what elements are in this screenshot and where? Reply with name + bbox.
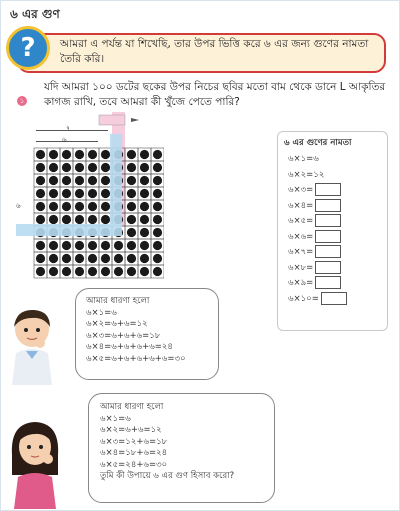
- grid-dot: [36, 150, 45, 159]
- table-expression: ৬×৭=: [288, 247, 314, 257]
- question-mark-icon: ?: [6, 26, 50, 70]
- table-expression: ৬×১০=: [288, 293, 319, 304]
- bubble-line: ৬×৩=৬+৬+৬=১৮: [86, 330, 161, 341]
- grid-dot: [36, 215, 45, 224]
- grid-dot: [62, 202, 71, 211]
- bubble-line: ৬×২=৬+৬=১২: [86, 319, 148, 329]
- bubble-line: ৬×৫=৬+৬+৬+৬+৬=৩০: [86, 353, 186, 364]
- l-paper-horizontal: [16, 224, 122, 236]
- grid-dot: [153, 150, 162, 159]
- grid-dot: [75, 189, 84, 198]
- grid-dot: [49, 241, 58, 250]
- grid-dot: [153, 267, 162, 276]
- grid-dot: [88, 254, 97, 263]
- grid-dot: [140, 202, 149, 211]
- grid-dot: [127, 267, 136, 276]
- grid-dot: [127, 163, 136, 172]
- grid-dot: [88, 163, 97, 172]
- hundred-dot-grid: [14, 112, 164, 292]
- grid-dot: [153, 215, 162, 224]
- table-expression: ৬×৮=: [288, 262, 314, 273]
- grid-dot: [49, 254, 58, 263]
- answer-blank-box[interactable]: [315, 276, 341, 289]
- l-paper-vertical: [110, 134, 122, 226]
- grid-dot: [153, 254, 162, 263]
- table-row: [288, 183, 341, 197]
- answer-blank-box[interactable]: [315, 183, 341, 196]
- grid-dot: [153, 228, 162, 237]
- grid-dot: [101, 267, 110, 276]
- bubble-line: তুমি কী উপায়ে ৬ এর গুণ হিসাব করো?: [100, 471, 235, 481]
- grid-dot: [101, 150, 110, 159]
- grid-dot: [49, 150, 58, 159]
- grid-dot: [127, 228, 136, 237]
- arrow-label-7: ৭: [66, 125, 71, 133]
- grid-dot: [49, 189, 58, 198]
- answer-blank-box[interactable]: [321, 292, 347, 305]
- grid-dot: [127, 202, 136, 211]
- grid-dot: [62, 215, 71, 224]
- table-row: [288, 276, 341, 290]
- table-expression: ৬×১=৬: [288, 154, 319, 164]
- grid-dot: [101, 241, 110, 250]
- grid-dot: [140, 254, 149, 263]
- grid-dot: [75, 176, 84, 185]
- grid-dot: [75, 215, 84, 224]
- grid-dot: [62, 241, 71, 250]
- grid-dot: [88, 267, 97, 276]
- grid-dot: [75, 267, 84, 276]
- table-expression: ৬×৫=: [288, 216, 314, 226]
- bubble-line: ৬×১=৬: [100, 413, 131, 424]
- answer-blank-box[interactable]: [315, 214, 341, 227]
- grid-dot: [127, 241, 136, 250]
- grid-dot: [36, 163, 45, 172]
- grid-dot: [140, 241, 149, 250]
- girl-illustration: [4, 415, 66, 509]
- grid-dot: [36, 202, 45, 211]
- pink-arrow-tab: [99, 115, 125, 125]
- table-row: [288, 292, 347, 306]
- table-expression: ৬×৩=: [288, 185, 314, 195]
- grid-dot: [62, 189, 71, 198]
- grid-dot: [88, 189, 97, 198]
- grid-dot: [101, 163, 110, 172]
- grid-dot: [36, 267, 45, 276]
- grid-dot: [49, 215, 58, 224]
- table-expression: ৬×৯=: [288, 278, 314, 288]
- table-expression: ৬×২=১২: [288, 169, 325, 180]
- grid-dot: [101, 202, 110, 211]
- grid-dot: [101, 254, 110, 263]
- grid-dot: [127, 150, 136, 159]
- table-expression: ৬×৬=: [288, 231, 314, 242]
- table-row: [288, 199, 341, 213]
- table-expression: ৬×৪=: [288, 200, 314, 211]
- grid-dot: [140, 267, 149, 276]
- grid-dot: [49, 202, 58, 211]
- grid-dot: [62, 267, 71, 276]
- table-row: [288, 152, 319, 166]
- answer-blank-box[interactable]: [315, 245, 341, 258]
- grid-dot: [127, 176, 136, 185]
- bubble-line: আমার ধারণা হলো: [86, 296, 150, 306]
- grid-dot: [114, 241, 123, 250]
- grid-dot: [88, 176, 97, 185]
- bubble-line: আমার ধারণা হলো: [100, 402, 164, 412]
- grid-dot: [36, 241, 45, 250]
- bubble-line: ৬×৫=২৪+৬=৩০: [100, 459, 168, 470]
- question-text: আমরা এ পর্যন্ত যা শিখেছি, তার উপর ভিত্তি করে ৬ এর জন্য গুণের নামতা তৈরি করি।: [60, 38, 369, 65]
- grid-dot: [101, 189, 110, 198]
- grid-dot: [153, 176, 162, 185]
- grid-dot: [62, 163, 71, 172]
- step-number-badge: ১: [17, 96, 27, 106]
- girl-bubble-text: [100, 402, 234, 483]
- grid-dot: [88, 150, 97, 159]
- step-intro-text: যদি আমরা ১০০ ডটের ছকের উপর নিচের ছবির মতো বাম থেকে ডানে L আকৃতির কাগজ রাখি, তবে আমরা কী খুঁজে পেতে পারি?: [44, 81, 386, 108]
- grid-dot: [153, 241, 162, 250]
- section-title: ৬ এর গুণ: [10, 7, 60, 21]
- grid-dot: [49, 163, 58, 172]
- grid-dot: [140, 150, 149, 159]
- grid-dot: [36, 189, 45, 198]
- table-row: [288, 230, 341, 244]
- grid-dot: [36, 254, 45, 263]
- answer-blank-box[interactable]: [315, 230, 341, 243]
- grid-dot: [88, 215, 97, 224]
- grid-dot: [127, 189, 136, 198]
- grid-dot: [140, 189, 149, 198]
- grid-dot: [62, 254, 71, 263]
- boy-illustration: [4, 305, 60, 385]
- grid-dot: [101, 215, 110, 224]
- grid-dot: [101, 176, 110, 185]
- right-arrow-icon: [131, 118, 139, 122]
- grid-dot: [153, 163, 162, 172]
- grid-dot: [88, 241, 97, 250]
- grid-dot: [62, 150, 71, 159]
- arrow-label-6-top: ৬: [62, 136, 67, 144]
- table-row: [288, 168, 324, 182]
- table-title: ৬ এর গুণের নামতা: [284, 138, 352, 148]
- grid-dot: [140, 163, 149, 172]
- grid-dot: [75, 150, 84, 159]
- table-row: [288, 245, 341, 259]
- grid-dot: [75, 254, 84, 263]
- table-row: [288, 261, 341, 275]
- grid-dot: [114, 267, 123, 276]
- grid-dot: [153, 189, 162, 198]
- bubble-line: ৬×৪=১৮+৬=২৪: [100, 448, 168, 458]
- grid-dot: [140, 176, 149, 185]
- grid-dot: [49, 176, 58, 185]
- grid-dot: [153, 202, 162, 211]
- grid-dot: [75, 163, 84, 172]
- answer-blank-box[interactable]: [315, 261, 341, 274]
- answer-blank-box[interactable]: [315, 199, 341, 212]
- grid-dot: [140, 215, 149, 224]
- bubble-line: ৬×৩=১২+৬=১৮: [100, 436, 168, 447]
- bubble-line: ৬×২=৬+৬=১২: [100, 425, 162, 435]
- grid-dot: [127, 215, 136, 224]
- grid-dot: [140, 228, 149, 237]
- bubble-line: ৬×৪=৬+৬+৬+৬=২৪: [86, 342, 173, 352]
- boy-bubble-text: [86, 296, 186, 365]
- grid-dot: [62, 176, 71, 185]
- grid-dot: [49, 267, 58, 276]
- grid-dot: [88, 202, 97, 211]
- grid-dot: [36, 176, 45, 185]
- table-row: [288, 214, 341, 228]
- grid-dot: [127, 254, 136, 263]
- grid-dot: [114, 254, 123, 263]
- bubble-line: ৬×১=৬: [86, 307, 117, 318]
- grid-dot: [75, 202, 84, 211]
- arrow-label-6-left: ৬: [16, 202, 21, 210]
- grid-dot: [75, 241, 84, 250]
